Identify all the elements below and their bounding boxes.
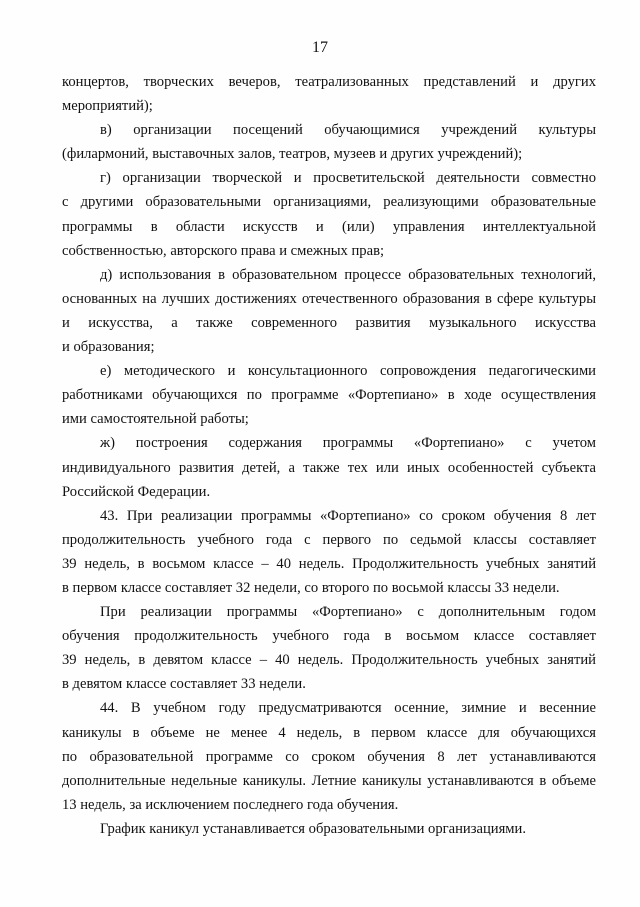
text-line: каникулы в объеме не менее 4 недель, в первом классе для обучающихся xyxy=(62,724,596,741)
text-line: е) методического и консультационного сопровождения педагогическими xyxy=(100,363,596,380)
text-line: собственностью, авторского права и смежных прав; xyxy=(62,242,385,259)
text-line: 44. В учебном году предусматриваются осенние, зимние и весенние xyxy=(100,700,596,717)
paragraph xyxy=(62,359,596,431)
text-line: работниками обучающихся по программе «Фортепиано» в ходе осуществления xyxy=(62,387,596,404)
text-line: основанных на лучших достижениях отечественного образования в сфере культуры xyxy=(62,290,596,307)
text-line: 39 недель, в восьмом классе – 40 недель. Продолжительность учебных занятий xyxy=(62,555,596,572)
text-line: г) организации творческой и просветительской деятельности совместно xyxy=(100,170,596,187)
paragraph xyxy=(62,817,596,841)
text-line: 13 недель, за исключением последнего года обучения. xyxy=(62,796,399,813)
text-line: ими самостоятельной работы; xyxy=(62,411,249,428)
text-line: 43. При реализации программы «Фортепиано» со сроком обучения 8 лет xyxy=(100,507,596,524)
paragraph xyxy=(62,166,596,262)
text-line: обучения продолжительность учебного года в восьмом классе составляет xyxy=(62,628,596,645)
paragraph xyxy=(62,600,596,696)
text-line: по образовательной программе со сроком обучения 8 лет устанавливаются xyxy=(62,748,596,765)
text-line: в первом классе составляет 32 недели, со второго по восьмой классы 33 недели. xyxy=(62,579,560,596)
text-line: При реализации программы «Фортепиано» с дополнительным годом xyxy=(100,604,596,621)
text-line: мероприятий); xyxy=(62,98,153,115)
text-line: продолжительность учебного года с первого по седьмой классы составляет xyxy=(62,531,596,548)
text-line: в) организации посещений обучающимися учреждений культуры xyxy=(100,122,596,139)
text-line: концертов, творческих вечеров, театрализованных представлений и других xyxy=(62,74,596,90)
paragraph xyxy=(62,118,596,166)
text-line: д) использования в образовательном процессе образовательных технологий, xyxy=(100,266,596,283)
text-line: и искусства, а также современного развития музыкального искусства xyxy=(62,314,596,331)
text-line: программы в области искусств и (или) управления интеллектуальной xyxy=(62,218,596,235)
document-body xyxy=(62,70,596,841)
text-line: с другими образовательными организациями, реализующими образовательные xyxy=(62,194,596,211)
paragraph xyxy=(62,696,596,816)
text-line: индивидуального развития детей, а также тех или иных особенностей субъекта xyxy=(62,459,596,476)
paragraph xyxy=(62,504,596,600)
text-line: График каникул устанавливается образовательными организациями. xyxy=(100,820,526,837)
text-line: (филармоний, выставочных залов, театров, музеев и других учреждений); xyxy=(62,146,523,163)
paragraph xyxy=(62,263,596,359)
paragraph xyxy=(62,431,596,503)
text-line: Российской Федерации. xyxy=(62,483,211,500)
text-line: ж) построения содержания программы «Фортепиано» с учетом xyxy=(100,435,596,452)
text-line: 39 недель, в девятом классе – 40 недель. Продолжительность учебных занятий xyxy=(62,652,596,669)
text-line: в девятом классе составляет 33 недели. xyxy=(62,676,306,693)
paragraph xyxy=(62,70,596,118)
page-number: 17 xyxy=(312,39,328,56)
text-line: дополнительные недельные каникулы. Летние каникулы устанавливаются в объеме xyxy=(62,772,596,789)
text-line: и образования; xyxy=(62,339,155,356)
